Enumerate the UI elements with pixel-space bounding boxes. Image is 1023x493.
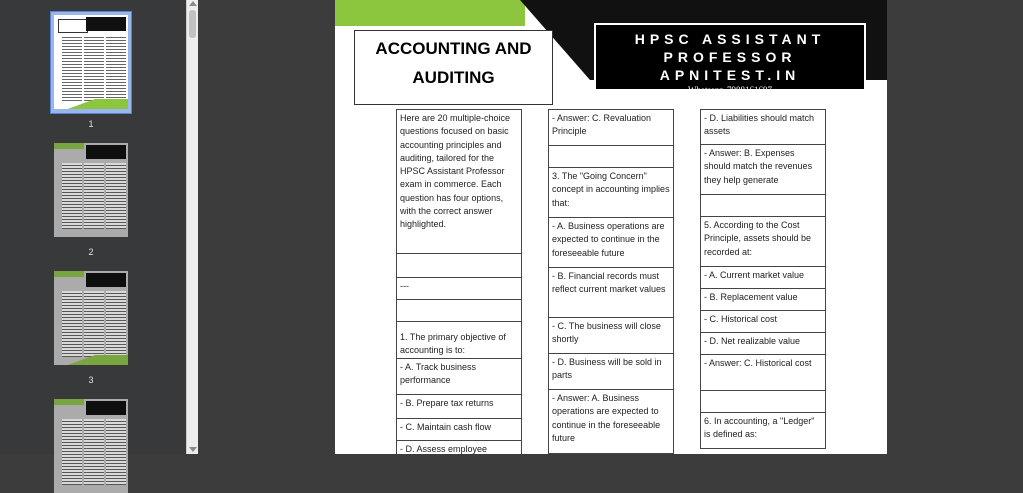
thumb-green-band xyxy=(54,99,128,109)
table-cell: - D. Assess employee xyxy=(396,441,522,454)
thumb-column xyxy=(106,163,126,229)
table-cell: - A. Current market value xyxy=(700,267,826,289)
table-cell: 3. The "Going Concern" concept in accounting implies that: xyxy=(548,168,674,218)
thumbnail-sidebar xyxy=(0,0,186,454)
thumb-green-band xyxy=(54,399,84,405)
scrollbar-thumb[interactable] xyxy=(189,10,196,38)
thumb-column xyxy=(84,419,104,485)
thumbnail-page-1[interactable] xyxy=(54,15,128,109)
thumb-column xyxy=(84,163,104,229)
table-cell: - A. Business operations are expected to continue in the foreseeable future xyxy=(548,218,674,268)
thumb-column xyxy=(106,291,126,357)
thumb-column xyxy=(84,35,104,101)
table-cell: - B. Financial records must reflect current market values xyxy=(548,268,674,318)
table-cell: - Answer: C. Historical cost xyxy=(700,355,826,391)
thumb-column xyxy=(84,291,104,357)
table-cell xyxy=(396,254,522,278)
thumbnail-page-number: 3 xyxy=(88,375,94,385)
title-box xyxy=(354,30,553,105)
scroll-down-arrow-icon[interactable] xyxy=(189,447,197,452)
scroll-up-arrow-icon[interactable] xyxy=(189,1,197,6)
table-cell: - D. Net realizable value xyxy=(700,333,826,355)
thumb-header-box xyxy=(86,145,126,159)
table-cell: - A. Track business performance xyxy=(396,359,522,395)
page-title: ACCOUNTING AND AUDITING xyxy=(375,39,532,87)
thumb-header-box xyxy=(86,17,126,31)
thumb-header-box xyxy=(86,401,126,415)
sidebar-scrollbar[interactable] xyxy=(186,0,198,454)
table-cell: - C. Historical cost xyxy=(700,311,826,333)
table-cell: Here are 20 multiple-choice questions focused on basic accounting principles and auditing, tailored for the HPSC Assistant Professor exam in commerce. Each question has four options, with the correct answer highlighted. xyxy=(396,109,522,254)
thumbnail-page-number: 2 xyxy=(88,247,94,257)
thumb-column xyxy=(62,291,82,357)
table-cell: - Answer: C. Revaluation Principle xyxy=(548,109,674,146)
header-line-3: APNITEST.IN xyxy=(659,67,801,83)
thumb-column xyxy=(106,419,126,485)
table-cell: - D. Liabilities should match assets xyxy=(700,109,826,145)
thumb-title-box xyxy=(58,19,88,33)
table-cell xyxy=(700,195,826,217)
thumb-green-band xyxy=(54,143,84,149)
table-cell xyxy=(396,300,522,322)
thumbnail-page-number: 1 xyxy=(88,119,94,129)
table-cell: - B. Replacement value xyxy=(700,289,826,311)
column-1 xyxy=(396,109,522,454)
table-cell: 6. In accounting, a "Ledger" is defined as: xyxy=(700,413,826,449)
thumbnail-page-2[interactable] xyxy=(54,143,128,237)
column-2 xyxy=(548,109,674,454)
thumb-column xyxy=(106,35,126,101)
thumbnail-page-4[interactable] xyxy=(54,399,128,493)
thumb-green-band xyxy=(54,271,84,277)
whatsapp-number: Whatsapp-7988161697 xyxy=(688,85,772,95)
table-cell: - Answer: B. Expenses should match the revenues they help generate xyxy=(700,145,826,195)
thumb-green-band xyxy=(54,355,128,365)
table-cell: --- xyxy=(396,278,522,300)
thumb-column xyxy=(62,419,82,485)
green-band xyxy=(335,0,525,26)
header-line-1: HPSC ASSISTANT xyxy=(634,31,826,47)
thumb-column xyxy=(62,35,82,101)
thumb-column xyxy=(62,163,82,229)
table-cell: 5. According to the Cost Principle, assets should be recorded at: xyxy=(700,217,826,267)
header-box xyxy=(594,23,866,95)
table-cell: - C. The business will close shortly xyxy=(548,318,674,354)
table-cell: - D. Business will be sold in parts xyxy=(548,354,674,390)
table-cell: - Answer: A. Business operations are expected to continue in the foreseeable future xyxy=(548,390,674,454)
thumb-header-box xyxy=(86,273,126,287)
column-3 xyxy=(700,109,826,449)
table-cell xyxy=(548,146,674,168)
table-cell: 1. The primary objective of accounting is to: xyxy=(396,322,522,359)
table-cell xyxy=(700,391,826,413)
header-line-2: PROFESSOR xyxy=(663,49,797,65)
table-cell: - B. Prepare tax returns xyxy=(396,395,522,419)
table-cell: - C. Maintain cash flow xyxy=(396,419,522,441)
document-page xyxy=(335,0,887,454)
thumbnail-page-3[interactable] xyxy=(54,271,128,365)
